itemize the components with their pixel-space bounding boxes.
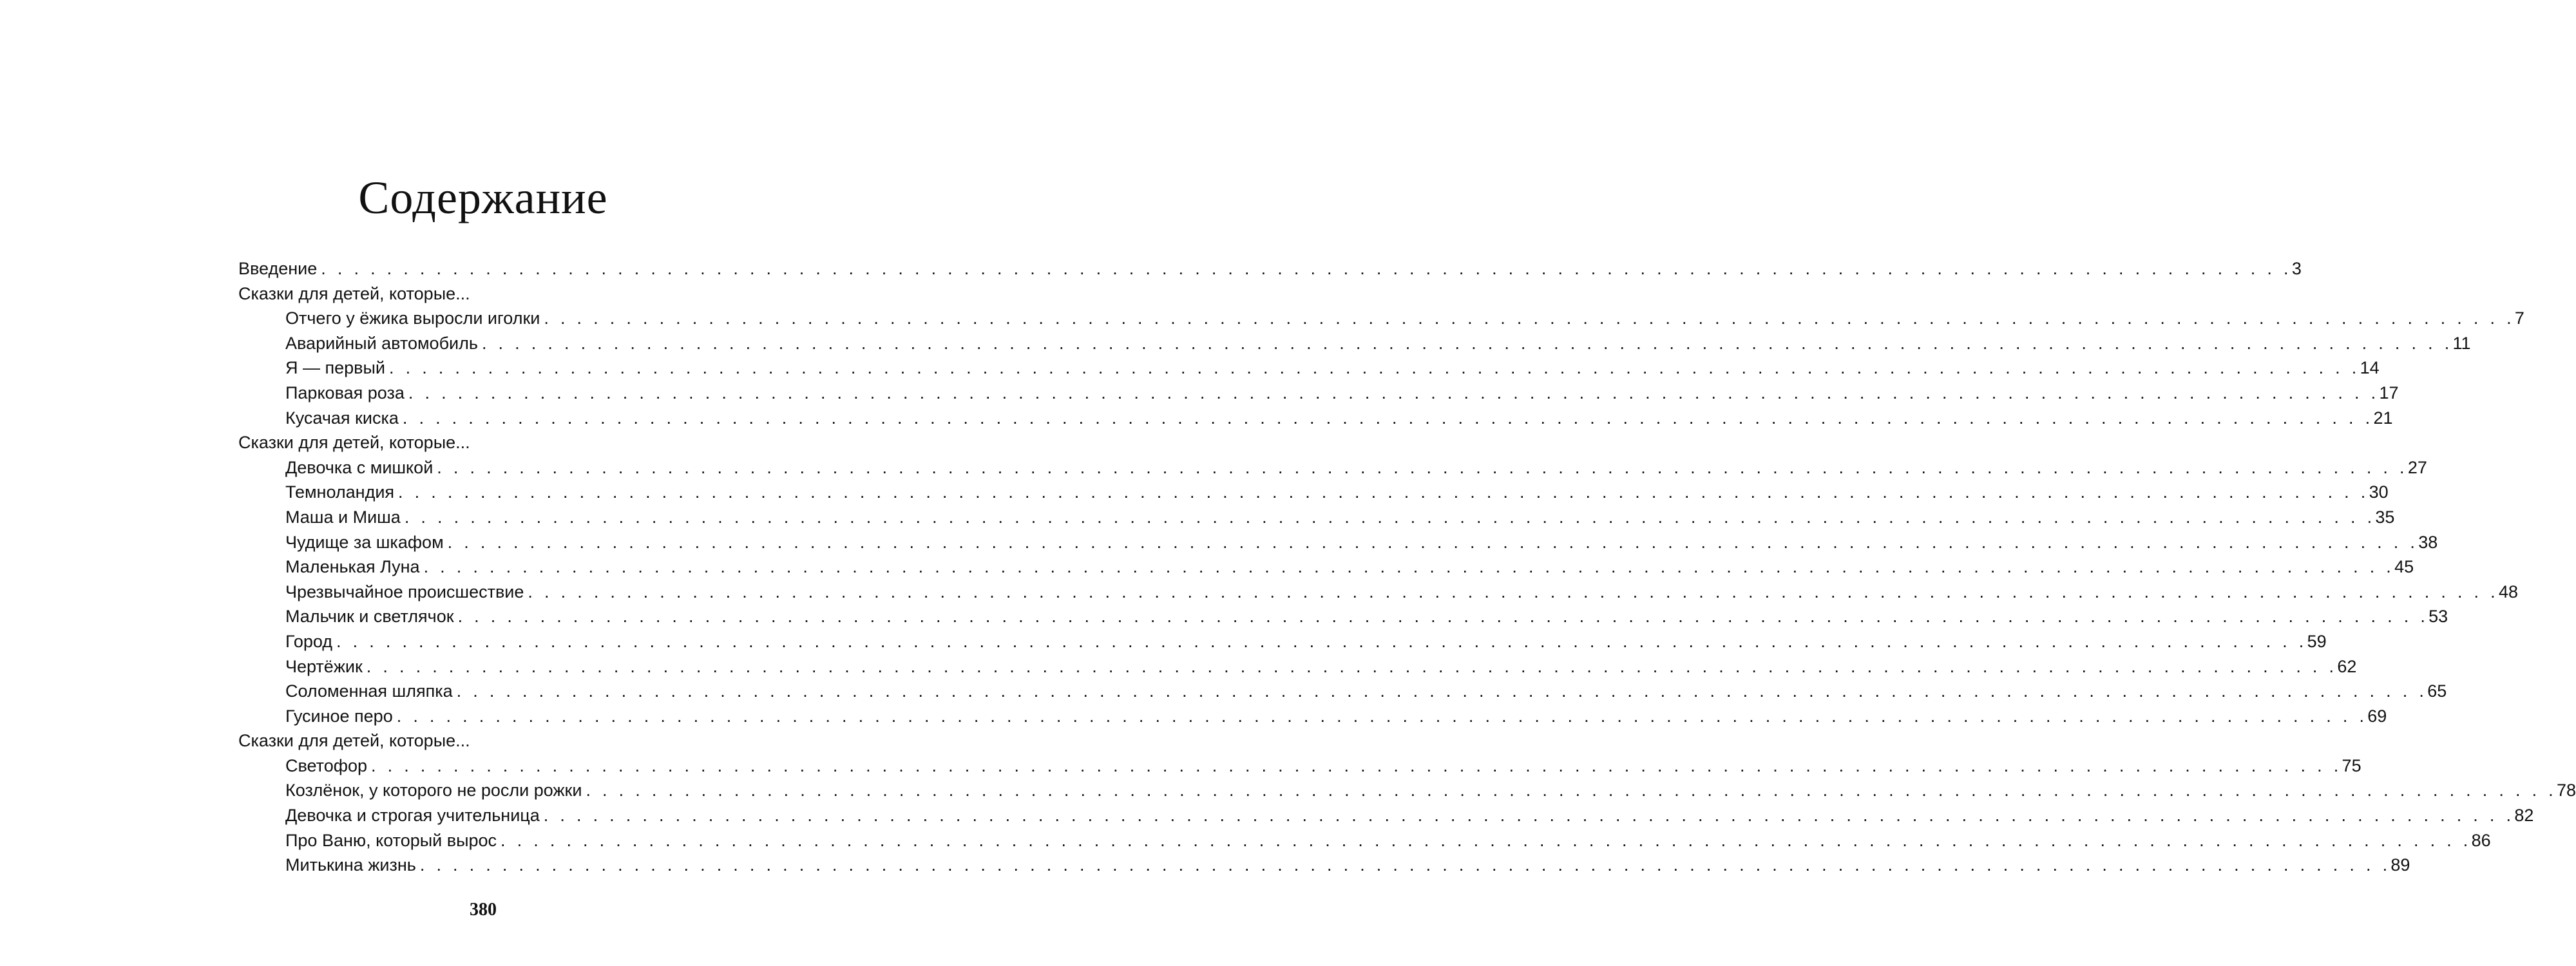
toc-entry-title: Светофор — [285, 755, 367, 775]
dot-leader: . . . . . . . . . . . . . . . . . . . . . . . . . . . . . . . . . . . . . . . . . . . . . . . . . . . . . . . . . . . . . . . . . . . . . . . . . . . . . . . . . . . . . . . . . . . . . . . . . . . . . . . . . . . . . . . . . . . . . . . . — [528, 582, 2499, 601]
toc-entry — [238, 803, 2534, 828]
toc-page-number: 69 — [2367, 706, 2387, 726]
table-of-contents — [238, 256, 2576, 878]
dot-leader: . . . . . . . . . . . . . . . . . . . . . . . . . . . . . . . . . . . . . . . . . . . . . . . . . . . . . . . . . . . . . . . . . . . . . . . . . . . . . . . . . . . . . . . . . . . . . . . . . . . . . . . . . . . . . . . . . . . . . . . . — [447, 532, 2419, 552]
toc-entry-title: Сказки для детей, которые... — [238, 433, 470, 453]
toc-entry-title: Сказки для детей, которые... — [238, 283, 470, 303]
toc-entry-title: Введение — [238, 259, 318, 278]
toc-entry — [238, 654, 2357, 679]
dot-leader: . . . . . . . . . . . . . . . . . . . . . . . . . . . . . . . . . . . . . . . . . . . . . . . . . . . . . . . . . . . . . . . . . . . . . . . . . . . . . . . . . . . . . . . . . . . . . . . . . . . . . . . . . . . . . . . . . . . . . . . . — [389, 358, 2360, 378]
toc-entry — [238, 753, 2361, 779]
toc-entry — [238, 580, 2519, 605]
dot-leader: . . . . . . . . . . . . . . . . . . . . . . . . . . . . . . . . . . . . . . . . . . . . . . . . . . . . . . . . . . . . . . . . . . . . . . . . . . . . . . . . . . . . . . . . . . . . . . . . . . . . . . . . . . . . . . . . . . . . . . . . — [457, 607, 2429, 627]
toc-entry-title: Чертёжик — [285, 656, 363, 676]
toc-entry-title: Соломенная шляпка — [285, 681, 453, 701]
dot-leader: . . . . . . . . . . . . . . . . . . . . . . . . . . . . . . . . . . . . . . . . . . . . . . . . . . . . . . . . . . . . . . . . . . . . . . . . . . . . . . . . . . . . . . . . . . . . . . . . . . . . . . . . . . . . . . . . . . . . . . . . — [408, 383, 2380, 402]
dot-leader: . . . . . . . . . . . . . . . . . . . . . . . . . . . . . . . . . . . . . . . . . . . . . . . . . . . . . . . . . . . . . . . . . . . . . . . . . . . . . . . . . . . . . . . . . . . . . . . . . . . . . . . . . . . . . . . . . . . . . . . . — [321, 259, 2292, 278]
dot-leader: . . . . . . . . . . . . . . . . . . . . . . . . . . . . . . . . . . . . . . . . . . . . . . . . . . . . . . . . . . . . . . . . . . . . . . . . . . . . . . . . . . . . . . . . . . . . . . . . . . . . . . . . . . . . . . . . . . . . . . . . — [398, 482, 2369, 502]
toc-entry-title: Маленькая Луна — [285, 557, 420, 577]
toc-page-number: 35 — [2375, 507, 2395, 527]
toc-entry — [238, 505, 2395, 530]
dot-leader: . . . . . . . . . . . . . . . . . . . . . . . . . . . . . . . . . . . . . . . . . . . . . . . . . . . . . . . . . . . . . . . . . . . . . . . . . . . . . . . . . . . . . . . . . . . . . . . . . . . . . . . . . . . . . . . . . . . . . . . . — [437, 457, 2408, 477]
toc-page-number: 11 — [2452, 333, 2471, 353]
toc-entry — [238, 828, 2491, 853]
dot-leader: . . . . . . . . . . . . . . . . . . . . . . . . . . . . . . . . . . . . . . . . . . . . . . . . . . . . . . . . . . . . . . . . . . . . . . . . . . . . . . . . . . . . . . . . . . . . . . . . . . . . . . . . . . . . . . . . . . . . . . . . — [336, 631, 2307, 651]
toc-page-number: 59 — [2307, 631, 2327, 651]
toc-section — [238, 256, 2302, 281]
dot-leader: . . . . . . . . . . . . . . . . . . . . . . . . . . . . . . . . . . . . . . . . . . . . . . . . . . . . . . . . . . . . . . . . . . . . . . . . . . . . . . . . . . . . . . . . . . . . . . . . . . . . . . . . . . . . . . . . . . . . . . . . — [456, 681, 2428, 701]
toc-page-number: 3 — [2291, 259, 2302, 278]
toc-page-number: 17 — [2379, 383, 2399, 402]
toc-page-number: 53 — [2428, 607, 2448, 627]
toc-entry-title: Козлёнок, у которого не росли рожки — [285, 781, 582, 800]
dot-leader: . . . . . . . . . . . . . . . . . . . . . . . . . . . . . . . . . . . . . . . . . . . . . . . . . . . . . . . . . . . . . . . . . . . . . . . . . . . . . . . . . . . . . . . . . . . . . . . . . . . . . . . . . . . . . . . . . . . . . . . . — [423, 557, 2395, 577]
toc-section — [238, 281, 728, 307]
toc-entry — [238, 778, 2576, 803]
toc-entry — [238, 480, 2389, 505]
toc-entry — [238, 306, 2524, 331]
toc-entry-title: Отчего у ёжика выросли иголки — [285, 308, 540, 328]
dot-leader: . . . . . . . . . . . . . . . . . . . . . . . . . . . . . . . . . . . . . . . . . . . . . . . . . . . . . . . . . . . . . . . . . . . . . . . . . . . . . . . . . . . . . . . . . . . . . . . . . . . . . . . . . . . . . . . . . . . . . . . . — [543, 806, 2515, 826]
toc-entry — [238, 853, 2410, 878]
toc-entry — [238, 455, 2427, 480]
toc-entry — [238, 679, 2447, 704]
toc-page-number: 82 — [2514, 806, 2534, 826]
dot-leader: . . . . . . . . . . . . . . . . . . . . . . . . . . . . . . . . . . . . . . . . . . . . . . . . . . . . . . . . . . . . . . . . . . . . . . . . . . . . . . . . . . . . . . . . . . . . . . . . . . . . . . . . . . . . . . . . . . . . . . . . — [366, 656, 2338, 676]
toc-page-number: 45 — [2394, 557, 2414, 577]
toc-entry — [238, 355, 2380, 381]
toc-page-number: 21 — [2373, 408, 2393, 428]
toc-entry-title: Маша и Миша — [285, 507, 401, 527]
toc-entry-title: Девочка и строгая учительница — [285, 806, 540, 826]
toc-entry-title: Про Ваню, который вырос — [285, 830, 497, 850]
toc-page-number: 7 — [2514, 308, 2524, 328]
toc-entry — [238, 530, 2438, 555]
toc-entry-title: Аварийный автомобиль — [285, 333, 478, 353]
toc-page-number: 62 — [2337, 656, 2357, 676]
toc-entry — [238, 406, 2393, 431]
toc-entry — [238, 704, 2387, 729]
dot-leader: . . . . . . . . . . . . . . . . . . . . . . . . . . . . . . . . . . . . . . . . . . . . . . . . . . . . . . . . . . . . . . . . . . . . . . . . . . . . . . . . . . . . . . . . . . . . . . . . . . . . . . . . . . . . . . . . . . . . . . . . — [501, 830, 2472, 850]
dot-leader: . . . . . . . . . . . . . . . . . . . . . . . . . . . . . . . . . . . . . . . . . . . . . . . . . . . . . . . . . . . . . . . . . . . . . . . . . . . . . . . . . . . . . . . . . . . . . . . . . . . . . . . . . . . . . . . . . . . . . . . . — [370, 755, 2342, 775]
dot-leader: . . . . . . . . . . . . . . . . . . . . . . . . . . . . . . . . . . . . . . . . . . . . . . . . . . . . . . . . . . . . . . . . . . . . . . . . . . . . . . . . . . . . . . . . . . . . . . . . . . . . . . . . . . . . . . . . . . . . . . . . — [402, 408, 2374, 428]
toc-entry-title: Кусачая киска — [285, 408, 399, 428]
toc-entry — [238, 331, 2471, 356]
toc-page-number: 86 — [2471, 830, 2491, 850]
toc-section — [238, 728, 728, 753]
toc-page-number: 14 — [2360, 358, 2380, 378]
toc-page-number: 48 — [2498, 582, 2519, 601]
toc-entry — [238, 629, 2327, 654]
dot-leader: . . . . . . . . . . . . . . . . . . . . . . . . . . . . . . . . . . . . . . . . . . . . . . . . . . . . . . . . . . . . . . . . . . . . . . . . . . . . . . . . . . . . . . . . . . . . . . . . . . . . . . . . . . . . . . . . . . . . . . . . — [544, 308, 2515, 328]
toc-entry — [238, 554, 2414, 580]
dot-leader: . . . . . . . . . . . . . . . . . . . . . . . . . . . . . . . . . . . . . . . . . . . . . . . . . . . . . . . . . . . . . . . . . . . . . . . . . . . . . . . . . . . . . . . . . . . . . . . . . . . . . . . . . . . . . . . . . . . . . . . . — [419, 855, 2391, 875]
toc-entry — [238, 381, 2399, 406]
toc-entry-title: Сказки для детей, которые... — [238, 731, 470, 751]
toc-page-number: 38 — [2418, 532, 2438, 552]
toc-entry-title: Девочка с мишкой — [285, 457, 434, 477]
dot-leader: . . . . . . . . . . . . . . . . . . . . . . . . . . . . . . . . . . . . . . . . . . . . . . . . . . . . . . . . . . . . . . . . . . . . . . . . . . . . . . . . . . . . . . . . . . . . . . . . . . . . . . . . . . . . . . . . . . . . . . . . — [586, 781, 2557, 800]
toc-entry-title: Город — [285, 631, 333, 651]
page-title: Содержание — [358, 172, 608, 223]
dot-leader: . . . . . . . . . . . . . . . . . . . . . . . . . . . . . . . . . . . . . . . . . . . . . . . . . . . . . . . . . . . . . . . . . . . . . . . . . . . . . . . . . . . . . . . . . . . . . . . . . . . . . . . . . . . . . . . . . . . . . . . . — [481, 333, 2453, 353]
toc-page-number: 65 — [2427, 681, 2447, 701]
toc-page-number: 75 — [2342, 755, 2361, 775]
toc-entry-title: Чудище за шкафом — [285, 532, 444, 552]
dot-leader: . . . . . . . . . . . . . . . . . . . . . . . . . . . . . . . . . . . . . . . . . . . . . . . . . . . . . . . . . . . . . . . . . . . . . . . . . . . . . . . . . . . . . . . . . . . . . . . . . . . . . . . . . . . . . . . . . . . . . . . . — [396, 706, 2368, 726]
toc-entry-title: Я — первый — [285, 358, 385, 378]
toc-page-number: 78 — [2557, 781, 2576, 800]
dot-leader: . . . . . . . . . . . . . . . . . . . . . . . . . . . . . . . . . . . . . . . . . . . . . . . . . . . . . . . . . . . . . . . . . . . . . . . . . . . . . . . . . . . . . . . . . . . . . . . . . . . . . . . . . . . . . . . . . . . . . . . . — [404, 507, 2376, 527]
toc-page-number: 30 — [2369, 482, 2389, 502]
toc-entry-title: Мальчик и светлячок — [285, 607, 454, 627]
toc-entry-title: Митькина жизнь — [285, 855, 416, 875]
toc-entry — [238, 604, 2448, 629]
toc-entry-title: Темноландия — [285, 482, 395, 502]
toc-page-number: 27 — [2407, 457, 2427, 477]
toc-page-number: 89 — [2390, 855, 2410, 875]
toc-entry-title: Чрезвычайное происшествие — [285, 582, 524, 601]
page-number: 380 — [470, 900, 497, 920]
toc-entry-title: Гусиное перо — [285, 706, 393, 726]
toc-entry-title: Парковая роза — [285, 383, 405, 402]
toc-section — [238, 430, 728, 455]
